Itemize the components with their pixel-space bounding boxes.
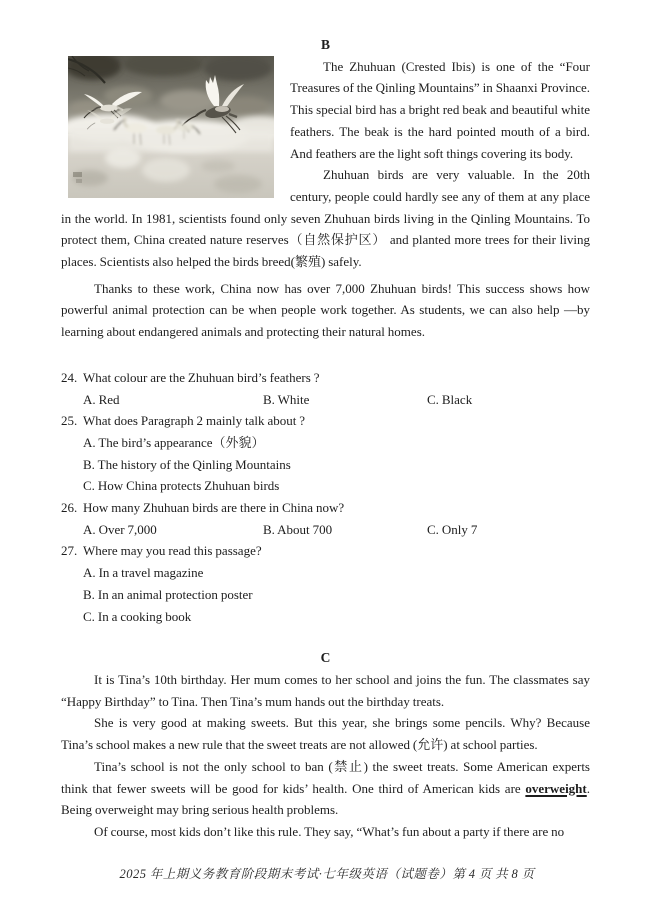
passage-b-paragraph-3: Thanks to these work, China now has over 7,000 Zhuhuan birds! This success shows how powerful animal protection can be when people work together. As students, we can also help —by learning about endangered animals and protecting their natural homes. (61, 280, 590, 340)
question-24 (61, 367, 590, 389)
passage-c-paragraph-3 (61, 756, 590, 821)
passage-c-paragraph-3-before: Tina’s school is not the only school to ban (禁止) the sweet treats. Some American experts think that fewer sweets will be good for kids’ health. One third of American kids are (61, 758, 590, 796)
question-24-option-b: B. White (263, 391, 310, 407)
question-27-option-a: A. In a travel magazine (83, 565, 204, 581)
question-26-number: 26. (61, 500, 78, 516)
question-27-option-b: B. In an animal protection poster (83, 586, 253, 602)
question-24-text: What colour are the Zhuhuan bird’s feathers ? (83, 369, 320, 385)
question-25-option-a: A. The bird’s appearance（外貌） (83, 434, 265, 450)
passage-b-paragraph-1: The Zhuhuan (Crested Ibis) is one of the “Four Treasures of the Qinling Mountains” in Shaanxi Province. This special bird has a bright red beak and beautiful white feathers. The beak is the hard pointed mouth of a bird. And feathers are the light soft things covering its body. (290, 58, 590, 161)
section-b-heading: B (320, 37, 330, 52)
question-26-text: How many Zhuhuan birds are there in China now? (83, 500, 345, 516)
question-25-number: 25. (61, 413, 78, 429)
passage-b-paragraph-2: Zhuhuan birds are very valuable. In the 20th century, people could hardly see any of them at any place in the world. In 1981, scientists found only seven Zhuhuan birds living in the Qinling Mountains. To protect them, China created nature reserves（自然保护区） and planted more trees for their living places. Scientists also helped the birds breed(繁殖) safely. (61, 167, 590, 270)
passage-c-paragraph-3-after: . Being overweight may bring serious health problems. (61, 780, 590, 818)
question-27-text: Where may you read this passage? (83, 543, 262, 559)
question-26-option-a: A. Over 7,000 (83, 521, 157, 537)
passage-c-paragraph-1: It is Tina’s 10th birthday. Her mum comes to her school and joins the fun. The classmates say “Happy Birthday” to Tina. Then Tina’s mum hands out the birthday treats. (61, 671, 590, 709)
question-24-option-c: C. Black (427, 391, 473, 407)
passage-c-paragraph-2: She is very good at making sweets. But this year, she brings some pencils. Why? Because Tina’s school makes a new rule that the sweet treats are not allowed (允许) at school parties. (61, 715, 590, 753)
question-27-option-c: C. In a cooking book (83, 608, 192, 624)
question-25-text: What does Paragraph 2 mainly talk about ? (83, 413, 306, 429)
question-26-option-b: B. About 700 (263, 521, 333, 537)
question-24-options (61, 389, 590, 411)
questions-block (61, 367, 590, 627)
passage-b-section (61, 34, 590, 343)
passage-c-section (61, 647, 590, 842)
question-25-option-b: B. The history of the Qinling Mountains (83, 456, 291, 472)
question-24-number: 24. (61, 369, 78, 385)
ibis-photo (68, 56, 274, 198)
question-26 (61, 497, 590, 519)
question-27 (61, 540, 590, 562)
question-27-number: 27. (61, 543, 78, 559)
section-c-heading: C (320, 650, 331, 666)
passage-c-paragraph-4: Of course, most kids don’t like this rule. They say, “What’s fun about a party if there are no (94, 823, 565, 839)
overweight-keyword: overweight (525, 780, 587, 796)
question-26-options (61, 519, 590, 541)
question-25 (61, 410, 590, 432)
ibis-photo-illustration (68, 56, 274, 198)
question-25-option-c: C. How China protects Zhuhuan birds (83, 478, 280, 494)
question-26-option-c: C. Only 7 (427, 521, 478, 537)
question-24-option-a: A. Red (83, 391, 120, 407)
page-footer: 2025 年上期义务教育阶段期末考试·七年级英语（试题卷）第 4 页 共 8 页 (119, 867, 535, 881)
